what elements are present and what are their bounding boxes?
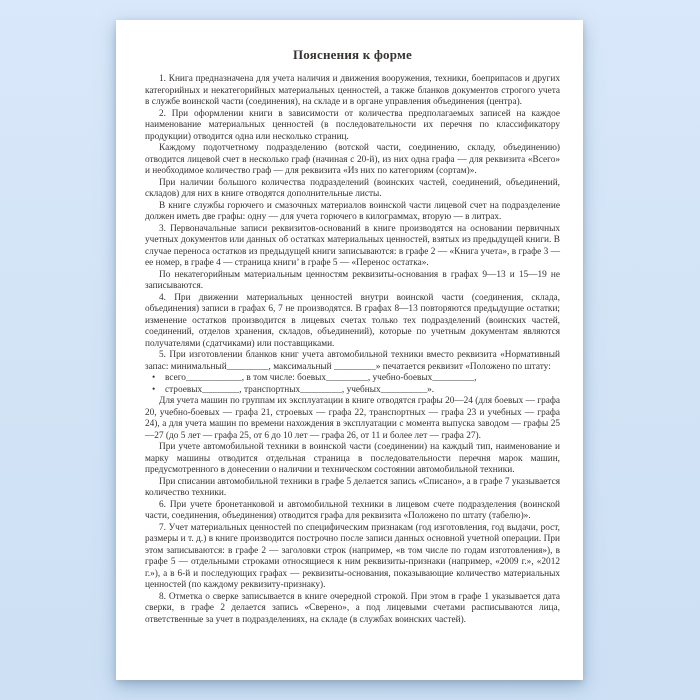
document-body [145, 74, 560, 626]
paragraph-text: 2. При оформлении книги в зависимости от количества предполагаемых записей на каждое наименование материальных ценностей (в последовательности их перечня по классификатору продукции) отводится одна или несколько страниц. [145, 108, 560, 142]
paragraph [145, 178, 560, 201]
paragraph [145, 500, 560, 523]
paragraph [145, 442, 560, 477]
paragraph-text: 5. При изготовлении бланков книг учета автомобильной техники вместо реквизита «Нормативный запас: минимальный_________, максимальный _________» печатается реквизит «Положено по штату: [145, 350, 560, 372]
paragraph [145, 201, 560, 224]
paragraph [145, 143, 560, 178]
paragraph-text: строевых________, транспортных_________, учебных__________». [165, 384, 435, 395]
paragraph-text: Каждому подотчетному подразделению (вотской части, соединению, складу, объединению) отводится лицевой счет в несколько граф (начиная с 20-й), из них одна графа — для реквизита «Всего» и необходимое количество граф — для реквизита «Из них по категориям (сортам)». [145, 143, 560, 176]
paragraph-text: 7. Учет материальных ценностей по специфическим признакам (год изготовления, год выдачи, рост, размеры и т. д.) в книге производится построчно после записи данных основной учетной операции. При этом записываются: в графе 2 — заголовки строк (например, «в том числе по годам изготовления»), в графе 5 — отдельными строками относящиеся к ним реквизиты-признаки (например, «2009 г.», «2012 г.»), а в 6-й и последующих графах — реквизиты-основания, показывающие количество материальных ценностей (по каждому реквизиту-признаку). [145, 522, 560, 590]
paragraph [145, 396, 560, 442]
paragraph-text: При наличии большого количества подразделений (воинских частей, соединений, объединений, складов) для них в книге отводятся дополнительные листы. [145, 177, 560, 199]
paragraph [145, 592, 560, 627]
paragraph-text: При учете автомобильной техники в воинской части (соединении) на каждый тип, наименование и марку машины отводится отдельная страница в последовательности перечня марок машин, предусмотренного в донесении о наличии и техническом состоянии автомобильной техники. [145, 442, 560, 475]
paragraph [145, 270, 560, 293]
paragraph [145, 224, 560, 270]
paragraph [145, 74, 560, 109]
bullet-icon: • [152, 384, 156, 395]
paragraph [145, 109, 560, 144]
paragraph-text: 8. Отметка о сверке записывается в книге очередной строкой. При этом в графе 1 указывается дата сверки, в графе 2 делается запись «Сверено», а под лицевыми счетами расписываются лица, ответственные за учет в подразделениях, на складе (в службах воинских частей). [145, 591, 560, 625]
paragraph [145, 523, 560, 592]
paragraph [145, 350, 560, 373]
paragraph [145, 293, 560, 351]
paragraph-text: 4. При движении материальных ценностей внутри воинской части (соединения, склада, объединения) записи в графах 6, 7 не производятся. В графах 8—13 повторяются предыдущие остатки; изменение остатков производится в лицевых счетах только тех подразделений (воинских частей, соединений, отделов хранения, складов, объединений), которые по учетным документам являются получателями (сдатчиками) или поставщиками. [145, 292, 560, 349]
paragraph [145, 477, 560, 500]
bullet-icon: • [152, 373, 156, 383]
paragraph-text: 6. При учете бронетанковой и автомобильной техники в лицевом счете подразделения (воинской части, соединения, объединения) отводится графа для реквизита «Положено по штату (табелю)». [145, 499, 560, 521]
paragraph-text: всего____________, в том числе: боевых_________, учебно-боевых_________, [165, 373, 477, 383]
paragraph-text: При списании автомобильной техники в графе 5 делается запись «Списано», а в графе 7 указывается количество техники. [145, 476, 560, 498]
document-title: Пояснения к форме [293, 47, 412, 62]
paragraph-text: В книге службы горючего и смазочных материалов воинской части лицевой счет на подразделение должен иметь две графы: одну — для учета горючего в килограммах, вторую — в литрах. [145, 200, 560, 222]
bullet-item [145, 385, 560, 397]
paragraph-text: 1. Книга предназначена для учета наличия и движения вооружения, техники, боеприпасов и других категорийных и некатегорийных материальных ценностей, а также бланков документов строгого учета в службе воинской части (соединения), на складе и в органе управления объединения (центра). [145, 74, 560, 107]
paragraph-text: Для учета машин по группам их эксплуатации в книге отводятся графы 20—24 (для боевых — графа 20, учебно-боевых — графа 21, строевых — графа 22, транспортных — графа 23 и учебных — графа 24), а для учета машин по времени нахождения в эксплуатации с момента выпуска заводом — графы 25—27 (до 5 лет — графа 25, от 6 до 10 лет — графа 26, от 11 и более лет — графа 27). [145, 396, 560, 441]
paragraph-text: 3. Первоначальные записи реквизитов-оснований в книге производятся на основании первичных учетных документов или данных об остатках материальных ценностей, взятых из предыдущей книги. В случае переноса остатков из предыдущей книги записываются: в графе 2 — «Книга учета», в графе 3 — ее номер, в графе 4 — страница книги’ в графе 5 — «Перенос остатка». [145, 223, 560, 268]
paragraph-text: По некатегорийным материальным ценностям реквизиты-основания в графах 9—13 и 15—19 не записываются. [145, 269, 560, 291]
paper-sheet [116, 20, 583, 680]
bullet-item [145, 373, 560, 385]
